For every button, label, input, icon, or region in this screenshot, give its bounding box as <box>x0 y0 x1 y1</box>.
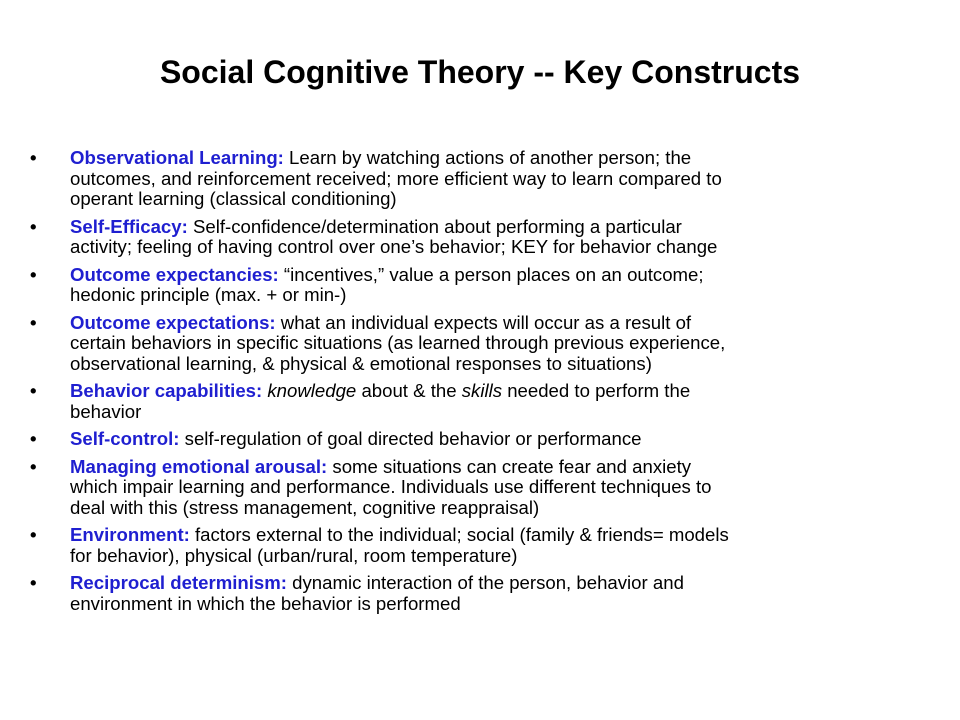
definition-text: deal with this (stress management, cognitive reappraisal) <box>70 496 540 518</box>
definition-text: self-regulation of goal directed behavior or performance <box>179 428 642 449</box>
list-item-outcome-expectations <box>30 311 905 375</box>
term-label: Self-Efficacy: <box>70 215 188 237</box>
bullet-marker: • <box>30 524 37 545</box>
term-label: Behavior capabilities: <box>70 380 263 401</box>
bullet-marker: • <box>30 455 37 477</box>
definition-text: activity; feeling of having control over one’s behavior; KEY for behavior change <box>70 236 718 257</box>
definition-text: hedonic principle (max. + or min-) <box>70 284 347 305</box>
definition-text: observational learning, & physical & emotional responses to situations) <box>70 352 652 374</box>
definition-text: which impair learning and performance. Individuals use different techniques to <box>70 476 712 497</box>
list-item-outcome-expectancies <box>30 263 905 306</box>
bullet-marker: • <box>30 263 37 285</box>
definition-text: environment in which the behavior is performed <box>70 592 461 614</box>
list-item-managing-emotional-arousal <box>30 455 905 519</box>
term-label: Observational Learning: <box>70 147 284 168</box>
definition-text: certain behaviors in specific situations (as learned through previous experience, <box>70 332 726 353</box>
list-item-behavior-capabilities <box>30 380 905 422</box>
definition-text: for behavior), physical (urban/rural, room temperature) <box>70 544 518 566</box>
bullet-marker: • <box>30 428 37 449</box>
definition-text: “incentives,” value a person places on an outcome; <box>278 263 704 285</box>
bullet-marker: • <box>30 380 37 401</box>
list-item-self-control <box>30 428 905 450</box>
term-label: Outcome expectancies: <box>70 263 279 285</box>
constructs-list <box>30 147 905 621</box>
list-item-reciprocal-determinism <box>30 572 905 614</box>
emphasis-knowledge: knowledge <box>267 380 357 401</box>
definition-text: factors external to the individual; social (family & friends= models <box>189 524 729 545</box>
term-label: Environment: <box>70 524 190 545</box>
term-label: Self-control: <box>70 428 180 449</box>
slide-title: Social Cognitive Theory -- Key Constructs <box>159 54 801 90</box>
bullet-marker: • <box>30 147 37 168</box>
definition-text: Self-confidence/determination about performing a particular <box>187 215 682 237</box>
definition-text: needed to perform the <box>502 380 691 401</box>
definition-text: some situations can create fear and anxiety <box>327 455 692 477</box>
definition-text: operant learning (classical conditioning) <box>70 188 397 209</box>
term-label: Managing emotional arousal: <box>70 455 328 477</box>
definition-text: about & the <box>356 380 462 401</box>
definition-text: dynamic interaction of the person, behavior and <box>287 572 684 593</box>
definition-text: behavior <box>70 400 142 422</box>
bullet-marker: • <box>30 311 37 333</box>
list-item-observational-learning <box>30 147 905 210</box>
term-label: Reciprocal determinism: <box>70 572 287 593</box>
definition-text: outcomes, and reinforcement received; more efficient way to learn compared to <box>70 167 722 189</box>
list-item-self-efficacy <box>30 215 905 258</box>
bullet-marker: • <box>30 572 37 593</box>
bullet-marker: • <box>30 215 37 237</box>
definition-text: what an individual expects will occur as a result of <box>275 311 692 333</box>
list-item-environment <box>30 524 905 566</box>
term-label: Outcome expectations: <box>70 311 276 333</box>
definition-text: Learn by watching actions of another person; the <box>283 147 692 168</box>
emphasis-skills: skills <box>461 380 503 401</box>
